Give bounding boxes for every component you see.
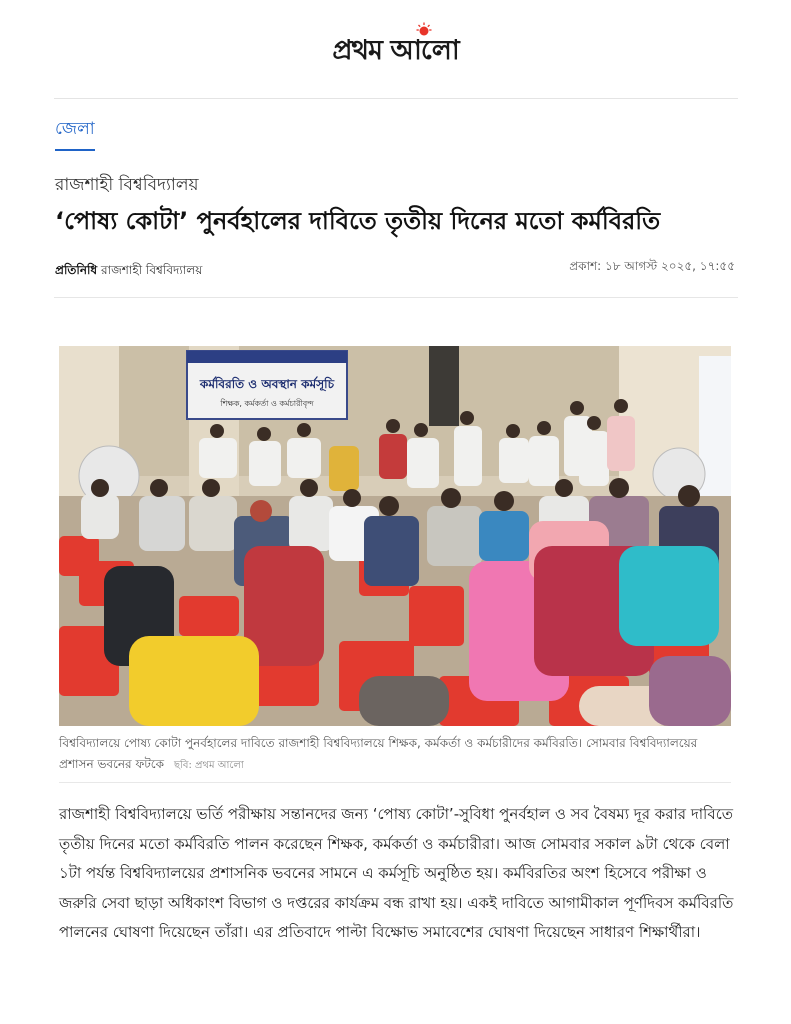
banner-title: কর্মবিরতি ও অবস্থান কর্মসূচি (199, 377, 335, 391)
article-photo[interactable] (59, 346, 731, 726)
published-date: প্রকাশ: ১৮ আগস্ট ২০২৫, ১৭:৫৫ (569, 259, 735, 273)
meta-divider (54, 297, 738, 298)
section-link[interactable]: জেলা (55, 116, 95, 151)
photo-credit: ছবি: প্রথম আলো (174, 760, 244, 771)
byline-author[interactable]: প্রতিনিধি (55, 263, 98, 277)
logo-sun-icon (416, 22, 432, 38)
article-headline: ‘পোষ্য কোটা’ পুনর্বহালের দাবিতে তৃতীয় দিনের মতো কর্মবিরতি (55, 207, 661, 235)
photo-caption (59, 733, 734, 776)
site-logo[interactable] (332, 30, 458, 75)
banner-subtitle: শিক্ষক, কর্মকর্তা ও কর্মচারীবৃন্দ (220, 399, 314, 408)
header-divider (54, 98, 738, 99)
caption-text: বিশ্ববিদ্যালয়ে পোষ্য কোটা পুনর্বহালের দাবিতে রাজশাহী বিশ্ববিদ্যালয়ে শিক্ষক, কর্মকর্তা ও কর্মচারীদের কর্মবিরতি। সোমবার বিশ্ববিদ্যালয়ের প্রশাসন ভবনের ফটকে (59, 736, 698, 771)
protest-photo-illustration (59, 346, 731, 726)
masthead (0, 30, 791, 80)
byline-location: রাজশাহী বিশ্ববিদ্যালয় (100, 263, 203, 277)
article-body: রাজশাহী বিশ্ববিদ্যালয়ে ভর্তি পরীক্ষায় সন্তানদের জন্য ‘পোষ্য কোটা’-সুবিধা পুনর্বহাল ও সব বৈষম্য দূর করার দাবিতে তৃতীয় দিনের মতো কর্মবিরতি পালন করেছেন শিক্ষক, কর্মকর্তা ও কর্মচারীরা। আজ সোমবার সকাল ৯টা থেকে বেলা ১টা পর্যন্ত বিশ্ববিদ্যালয়ের প্রশাসনিক ভবনের সামনে এ কর্মসূচি অনুষ্ঠিত হয়। কর্মবিরতির অংশ হিসেবে পরীক্ষা ও জরুরি সেবা ছাড়া অধিকাংশ বিভাগ ও দপ্তরের কার্যক্রম বন্ধ রাখা হয়। একই দাবিতে আগামীকাল পূর্ণদিবস কর্মবিরতি পালনের ঘোষণা দিয়েছেন তাঁরা। এর প্রতিবাদে পাল্টা বিক্ষোভ সমাবেশের ঘোষণা দিয়েছেন সাধারণ শিক্ষার্থীরা। (59, 805, 734, 941)
logo-text: প্রথম আলো (332, 35, 459, 66)
byline (55, 262, 202, 282)
caption-divider (59, 782, 731, 783)
article-kicker: রাজশাহী বিশ্ববিদ্যালয় (55, 175, 199, 195)
